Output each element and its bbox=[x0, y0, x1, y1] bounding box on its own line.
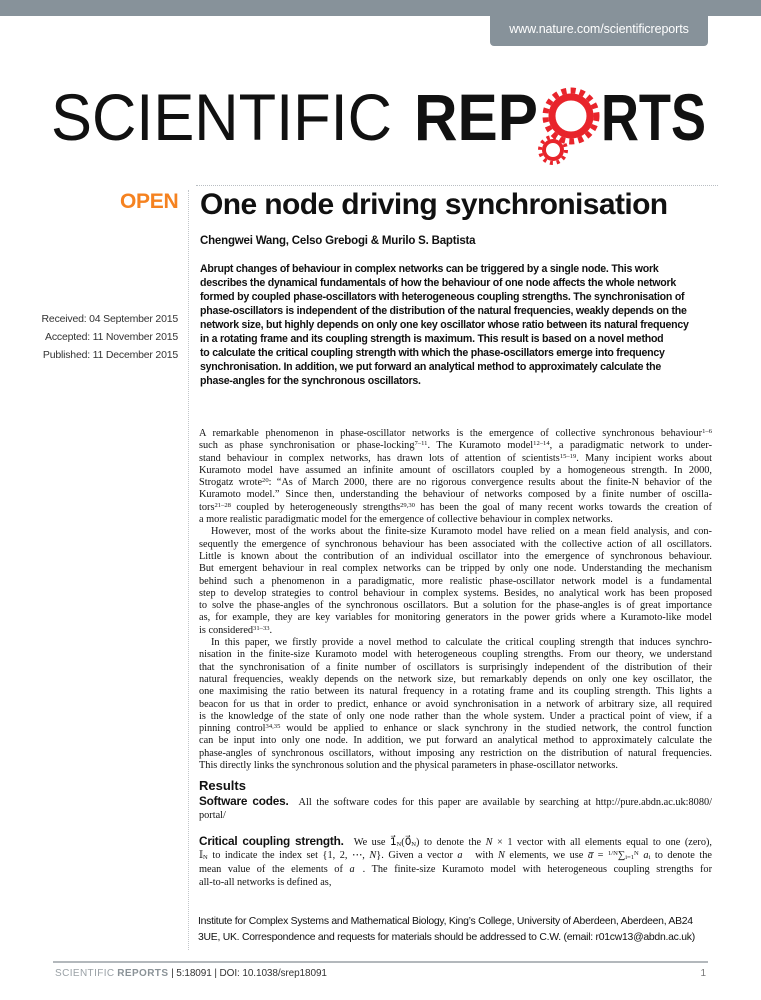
text-run: This directly links the synchronous solution and the physical parameters in phase-oscillator networks. bbox=[199, 760, 618, 772]
text-run: ) to denote the bbox=[416, 837, 486, 848]
logo-word-rts: RTS bbox=[601, 80, 706, 154]
text-run: as, for example, they are key variables for monitoring generators in the power grids where a Kuramoto-like model bbox=[199, 612, 712, 624]
affiliation-line: Institute for Complex Systems and Mathematical Biology, King’s College, University of Aberdeen, Aberdeen, AB24 bbox=[198, 916, 693, 927]
body-line bbox=[199, 723, 712, 735]
body-line bbox=[199, 625, 712, 637]
body-line bbox=[199, 539, 712, 551]
citation-superscript: 20 bbox=[262, 477, 269, 485]
abstract-line: to calculate the critical coupling strength with which the phase-oscillators emerge into frequency bbox=[200, 347, 665, 359]
gear-icon bbox=[546, 91, 597, 142]
body-line bbox=[199, 428, 712, 440]
body-line bbox=[199, 453, 712, 465]
footer-doi[interactable]: | 5:18091 | DOI: 10.1038/srep18091 bbox=[168, 968, 327, 979]
text-run: All the software codes for this paper are available by searching at http://pure.abdn.ac.uk:8080/ bbox=[298, 797, 712, 808]
abstract-line: phase-angles for the synchronous oscillators. bbox=[200, 375, 421, 387]
abstract bbox=[200, 262, 710, 388]
author-list: Chengwei Wang, Celso Grebogi & Murilo S. Baptista bbox=[200, 235, 476, 247]
divider-vertical bbox=[188, 190, 189, 950]
text-run: phase-angles of synchronous oscillators, without imposing any restriction on the distribution of natural frequencies. bbox=[199, 747, 712, 759]
subscript: N bbox=[203, 854, 208, 862]
section-line bbox=[199, 794, 712, 809]
abstract-line: formed by coupled phase-oscillators with heterogeneous coupling strengths. The synchronisation of bbox=[200, 291, 685, 303]
text-run: Kuramoto model.” Since then, understanding the behaviour of networks composed by a finite number of oscilla- bbox=[199, 489, 712, 501]
math-symbol: a bbox=[638, 850, 649, 862]
text-run: mean value of the elements of bbox=[199, 863, 350, 875]
body-line bbox=[199, 477, 712, 489]
open-access-badge: OPEN bbox=[120, 190, 179, 213]
text-run: But emergent behaviour in real complex networks can be tripped by only one node. Understanding the mechanism bbox=[199, 563, 712, 575]
affiliation-note bbox=[198, 914, 695, 946]
footer-journal-bold: REPORTS bbox=[117, 968, 169, 979]
body-line bbox=[199, 612, 712, 624]
math-symbol: N bbox=[369, 850, 377, 862]
section-line bbox=[199, 876, 712, 889]
text-run: with bbox=[470, 850, 498, 862]
date-line: Accepted: 11 November 2015 bbox=[45, 331, 178, 343]
text-run: , a paradigmatic network to under- bbox=[549, 440, 712, 452]
body-line bbox=[199, 662, 712, 674]
critical-coupling-heading: Critical coupling strength. bbox=[199, 834, 344, 848]
text-run: beacon for us that in order to predict, enhance or avoid synchronisation in a network of arbitrary size, all required bbox=[199, 698, 712, 710]
body-line bbox=[199, 440, 712, 452]
journal-url-link[interactable]: www.nature.com/scientificreports bbox=[490, 14, 708, 46]
body-line bbox=[199, 502, 712, 514]
text-run: such as phase synchronisation or phase-locking bbox=[199, 440, 415, 452]
citation-superscript: N bbox=[634, 850, 639, 858]
text-run: would be applied to enhance or slack synchrony in the studied network, the control function bbox=[280, 723, 712, 735]
footer-rule bbox=[53, 961, 708, 963]
body-line bbox=[199, 551, 712, 563]
text-run: nisation in the finite-size Kuramoto model with heterogeneous coupling strengths. From our theory, we understand bbox=[199, 649, 712, 661]
subscript: N bbox=[396, 841, 402, 848]
body-line bbox=[199, 748, 712, 760]
citation-superscript: 34,35 bbox=[265, 723, 281, 731]
body-line bbox=[199, 600, 712, 612]
abstract-line: Abrupt changes of behaviour in complex networks can be triggered by a single node. This work bbox=[200, 263, 659, 275]
text-run: . The Kuramoto model bbox=[427, 440, 534, 452]
section-line bbox=[199, 809, 712, 822]
text-run: A remarkable phenomenon in phase-oscillator networks is the emergence of collective synchronous behaviour bbox=[199, 428, 703, 439]
footer-citation bbox=[55, 968, 327, 979]
article-body bbox=[199, 428, 712, 772]
text-run: 1⃗ bbox=[389, 837, 397, 848]
text-run: to denote the bbox=[650, 850, 712, 862]
critical-coupling-subsection bbox=[199, 834, 712, 889]
results-heading: Results bbox=[199, 778, 246, 793]
logo-word-scientific: SCIENTIFIC bbox=[51, 80, 392, 154]
body-line bbox=[199, 735, 712, 747]
footer-journal-light: SCIENTIFIC bbox=[55, 968, 115, 979]
section-line bbox=[199, 863, 712, 876]
date-line: Received: 04 September 2015 bbox=[41, 313, 178, 325]
text-run: coupled by heterogeneously strengths bbox=[230, 501, 401, 513]
subscript: i bbox=[648, 854, 651, 862]
abstract-line: network size, but highly depends on only one key oscillator whose ratio between its natural frequency bbox=[200, 319, 689, 331]
text-run: × 1 vector with all elements equal to one (zero), bbox=[492, 837, 713, 848]
body-line bbox=[199, 674, 712, 686]
text-run: to indicate the index set {1, 2, ⋯, bbox=[207, 850, 370, 862]
math-symbol: a̅ bbox=[587, 850, 594, 862]
software-codes-subsection bbox=[199, 794, 712, 823]
body-line bbox=[199, 489, 712, 501]
text-run: Strogatz wrote bbox=[199, 477, 263, 489]
article-title: One node driving synchronisation bbox=[200, 188, 668, 221]
text-run: In this paper, we firstly provide a novel method to calculate the critical coupling strength that induces synchro- bbox=[211, 637, 712, 649]
body-line bbox=[199, 588, 712, 600]
text-run: all-to-all networks is defined as, bbox=[199, 876, 332, 888]
text-run: can be input into only one node. In addition, we put forward an analytical method to approximately calculate the bbox=[199, 735, 712, 747]
math-symbol: a⃗ bbox=[457, 850, 471, 862]
body-line bbox=[199, 711, 712, 723]
citation-superscript: 21–28 bbox=[214, 501, 231, 509]
text-run: However, most of the works about the finite-size Kuramoto model have relied on a mean field analysis, and con- bbox=[211, 526, 712, 538]
text-run: sequently the emergence of synchronous behaviour has been associated with the collective action of all oscillators. bbox=[199, 538, 712, 550]
software-codes-heading: Software codes. bbox=[199, 794, 289, 808]
section-line bbox=[199, 834, 712, 849]
text-run: one maximising the ratio between its natural frequency in a rotating frame and its coupling strength. This lights a bbox=[199, 686, 712, 698]
text-run: Kuramoto model have assumed an infinite amount of oscillators coupled by a homogeneous strength. In 2000, bbox=[199, 464, 712, 476]
body-line bbox=[199, 649, 712, 661]
affiliation-line: 3UE, UK. Correspondence and requests for materials should be addressed to C.W. (email: r01cw13@abdn.ac.uk) bbox=[198, 932, 695, 943]
text-run: . Many incipient works about bbox=[576, 452, 712, 464]
body-line bbox=[199, 637, 712, 649]
body-line bbox=[199, 465, 712, 477]
text-run: tors bbox=[199, 501, 215, 513]
subscript: i=1 bbox=[625, 854, 635, 862]
body-line bbox=[199, 526, 712, 538]
scientific-reports-logo bbox=[0, 70, 761, 180]
abstract-line: describes the dynamical fundamentals of how the behaviour of one node affects the whole network bbox=[200, 277, 677, 289]
abstract-line: synchronisation. In addition, we put forward an analytical method to approximately calculate the bbox=[200, 361, 662, 373]
citation-superscript: 15–19 bbox=[559, 452, 577, 460]
text-run: ∑ bbox=[617, 850, 626, 862]
math-symbol: a⃗ bbox=[349, 863, 363, 875]
text-run: . The finite-size Kuramoto model with heterogeneous coupling strengths for bbox=[362, 863, 712, 875]
text-run: a more realistic paradigmatic model for the emergence of collective behaviour in complex networks. bbox=[199, 514, 613, 526]
text-run: portal/ bbox=[199, 810, 226, 822]
citation-superscript: 7–11 bbox=[414, 440, 428, 448]
text-run: stand behaviour in complex networks, has drawn lots of attention of scientists bbox=[199, 452, 560, 464]
math-symbol: N bbox=[497, 850, 505, 862]
text-run: 𝕀 bbox=[199, 850, 204, 862]
text-run: natural frequencies, weakly depends on the network size, but remarkably depends on only one key oscillator, the bbox=[199, 673, 712, 685]
text-run: behind such a phenomenon in a paradigmatic, more realistic phase-oscillator network model is a fundamental bbox=[199, 575, 712, 587]
text-run: : “As of March 2000, there are no rigorous convergence results about the finite-N behavior of the bbox=[268, 477, 712, 489]
math-symbol: N bbox=[485, 837, 493, 848]
publication-dates bbox=[40, 310, 178, 364]
section-line bbox=[199, 849, 712, 862]
logo-word-rep: REP bbox=[414, 80, 538, 154]
body-line bbox=[199, 563, 712, 575]
body-line bbox=[199, 686, 712, 698]
abstract-line: in a rotating frame and its coupling strength is maximum. This result is based on a novel method bbox=[200, 333, 664, 345]
text-run: pinning control bbox=[199, 723, 266, 735]
text-run: . bbox=[269, 624, 273, 636]
citation-superscript: 31–33 bbox=[253, 624, 270, 632]
citation-superscript: 29,30 bbox=[400, 501, 415, 509]
text-run: is considered bbox=[199, 624, 254, 636]
text-run: = bbox=[593, 850, 608, 862]
text-run: to solve the phase-angles of the synchronous oscillators. But a solution for the phase-angles is of great importance bbox=[199, 600, 712, 612]
body-line bbox=[199, 699, 712, 711]
text-run: is the knowledge of the state of only one node rather than the whole system. Under a practical point of view, if a bbox=[199, 710, 712, 722]
subscript: N bbox=[411, 841, 417, 848]
page-number: 1 bbox=[700, 968, 706, 979]
body-line bbox=[199, 576, 712, 588]
text-run: step to develop strategies to control behaviour in complex systems. Besides, no analytical work has been proposed bbox=[199, 587, 712, 599]
citation-superscript: 12–14 bbox=[533, 440, 550, 448]
text-run: that the synchronisation of a finite number of oscillators is surprisingly independent of the distribution of their bbox=[199, 661, 712, 673]
results-section bbox=[199, 778, 712, 823]
abstract-line: phase-oscillators is independent of the distribution of the natural frequencies, weakly depends on the bbox=[200, 305, 687, 317]
text-run: (0⃗ bbox=[401, 837, 412, 848]
date-line: Published: 11 December 2015 bbox=[42, 349, 178, 361]
text-run: }. Given a vector bbox=[376, 850, 458, 862]
text-run: We use bbox=[353, 837, 390, 848]
text-run: Little is known about the contribution of an individual oscillator into the emergence of synchronous behaviour. bbox=[199, 550, 712, 562]
body-line bbox=[199, 760, 712, 772]
text-run: elements, we use bbox=[504, 850, 588, 862]
divider-horizontal bbox=[196, 185, 718, 186]
body-line bbox=[199, 514, 712, 526]
text-run: has been the goal of many recent works towards the creation of bbox=[414, 501, 712, 513]
citation-superscript: 1/N bbox=[607, 850, 618, 858]
citation-superscript: 1–6 bbox=[702, 428, 712, 435]
